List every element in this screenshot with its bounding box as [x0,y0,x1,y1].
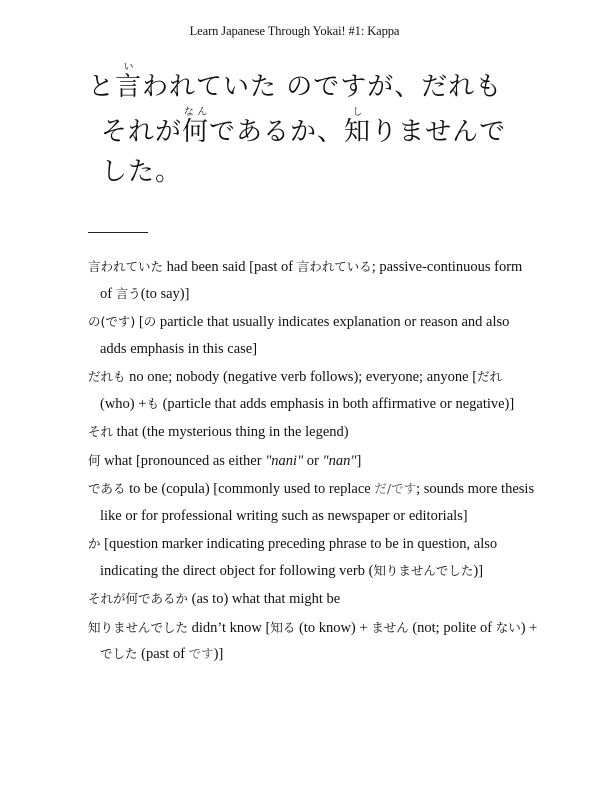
vocab-term: だ/です [374,481,417,496]
vocab-term: ません [371,619,409,635]
sentence-text: それが [101,117,183,147]
divider [88,232,148,233]
furigana-word [115,62,143,102]
vocab-reading: "nan" [322,452,357,469]
vocab-entry [88,476,538,529]
vocab-definition: [question marker indicating preceding phrase to be in question, also indicating the direct object for following verb ( [100,536,498,579]
vocab-entry [88,586,538,613]
vocab-definition: ; sounds more thesis like or for professional writing such as newspaper or editorials] [100,481,535,524]
sentence-text: りませんで [371,117,507,147]
vocab-definition: ) + [520,619,538,636]
vocab-definition: )] [213,646,224,662]
kanji: 知 [344,117,372,147]
vocab-term: だれも [88,369,126,384]
vocab-term: 知りませんでした [373,562,474,578]
furigana-word [344,107,372,147]
vocab-term: か [88,536,101,551]
furigana-word [182,107,210,147]
vocab-definition: [ [135,314,144,330]
kanji: 何 [182,117,210,147]
vocab-definition: ; passive-continuous form of [100,259,523,302]
example-sentence [88,62,548,192]
vocab-definition: (particle that adds emphasis in both affirmative or negative)] [158,395,515,412]
vocab-definition: no one; nobody (negative verb follows); everyone; anyone [ [125,369,478,385]
vocab-definition: or [303,452,323,469]
vocab-definition: (to say)] [140,285,190,302]
kanji: 言 [115,72,143,102]
sentence-text: と [88,72,116,102]
vocab-term: それが何であるか [88,591,189,606]
vocab-definition: had been said [past of [163,259,297,275]
vocab-definition: didn’t know [ [188,619,271,636]
vocabulary-list [88,254,538,670]
sentence-line-2 [88,107,548,152]
vocab-definition: (who) + [100,395,147,412]
vocab-definition: (past of [137,646,189,662]
sentence-text: われていた のですが、だれも [142,72,503,102]
sentence-text: であるか、 [209,117,345,147]
vocab-definition: (to know) + [295,619,372,636]
furigana: い [115,62,143,73]
vocab-term: それ [88,424,114,439]
vocab-definition: (as to) what that might be [188,591,341,607]
vocab-definition: to be (copula) [commonly used to replace [125,481,375,497]
vocab-entry [88,254,538,307]
sentence-text: した。 [101,157,183,187]
vocab-term: ない [495,619,521,635]
vocab-entry [88,615,538,668]
vocab-entry [88,419,538,446]
vocab-term: だれ [477,369,503,384]
vocab-entry [88,364,538,417]
furigana: なん [182,107,210,118]
vocab-term: 何 [88,452,101,468]
vocab-definition: (not; polite of [408,619,496,636]
vocab-term: の [143,314,157,329]
vocab-term: でした [100,646,138,661]
vocab-definition: what [pronounced as either [100,452,266,469]
vocab-term: 言う [115,285,141,301]
vocab-term: 言われている [296,259,372,274]
vocab-term: の(です) [88,314,136,329]
vocab-entry [88,531,538,584]
vocab-entry [88,309,538,362]
vocab-definition: particle that usually indicates explanation or reason and also adds emphasis in this case] [100,314,510,357]
vocab-definition: ] [356,452,362,469]
vocab-entry [88,448,538,475]
sentence-line-1 [88,62,548,107]
vocab-term: も [146,395,159,411]
vocab-definition: that (the mysterious thing in the legend) [113,424,349,440]
page-title: Learn Japanese Through Yokai! #1: Kappa [189,24,400,38]
vocab-reading: "nani" [265,452,304,469]
vocab-term: です [188,646,214,661]
vocab-definition: )] [473,562,484,579]
vocab-term: 知る [270,619,296,635]
vocab-term: 言われていた [88,259,164,274]
vocab-term: である [88,481,126,496]
vocab-term: 知りませんでした [88,619,189,635]
furigana: し [344,107,372,118]
sentence-line-3 [88,152,548,192]
